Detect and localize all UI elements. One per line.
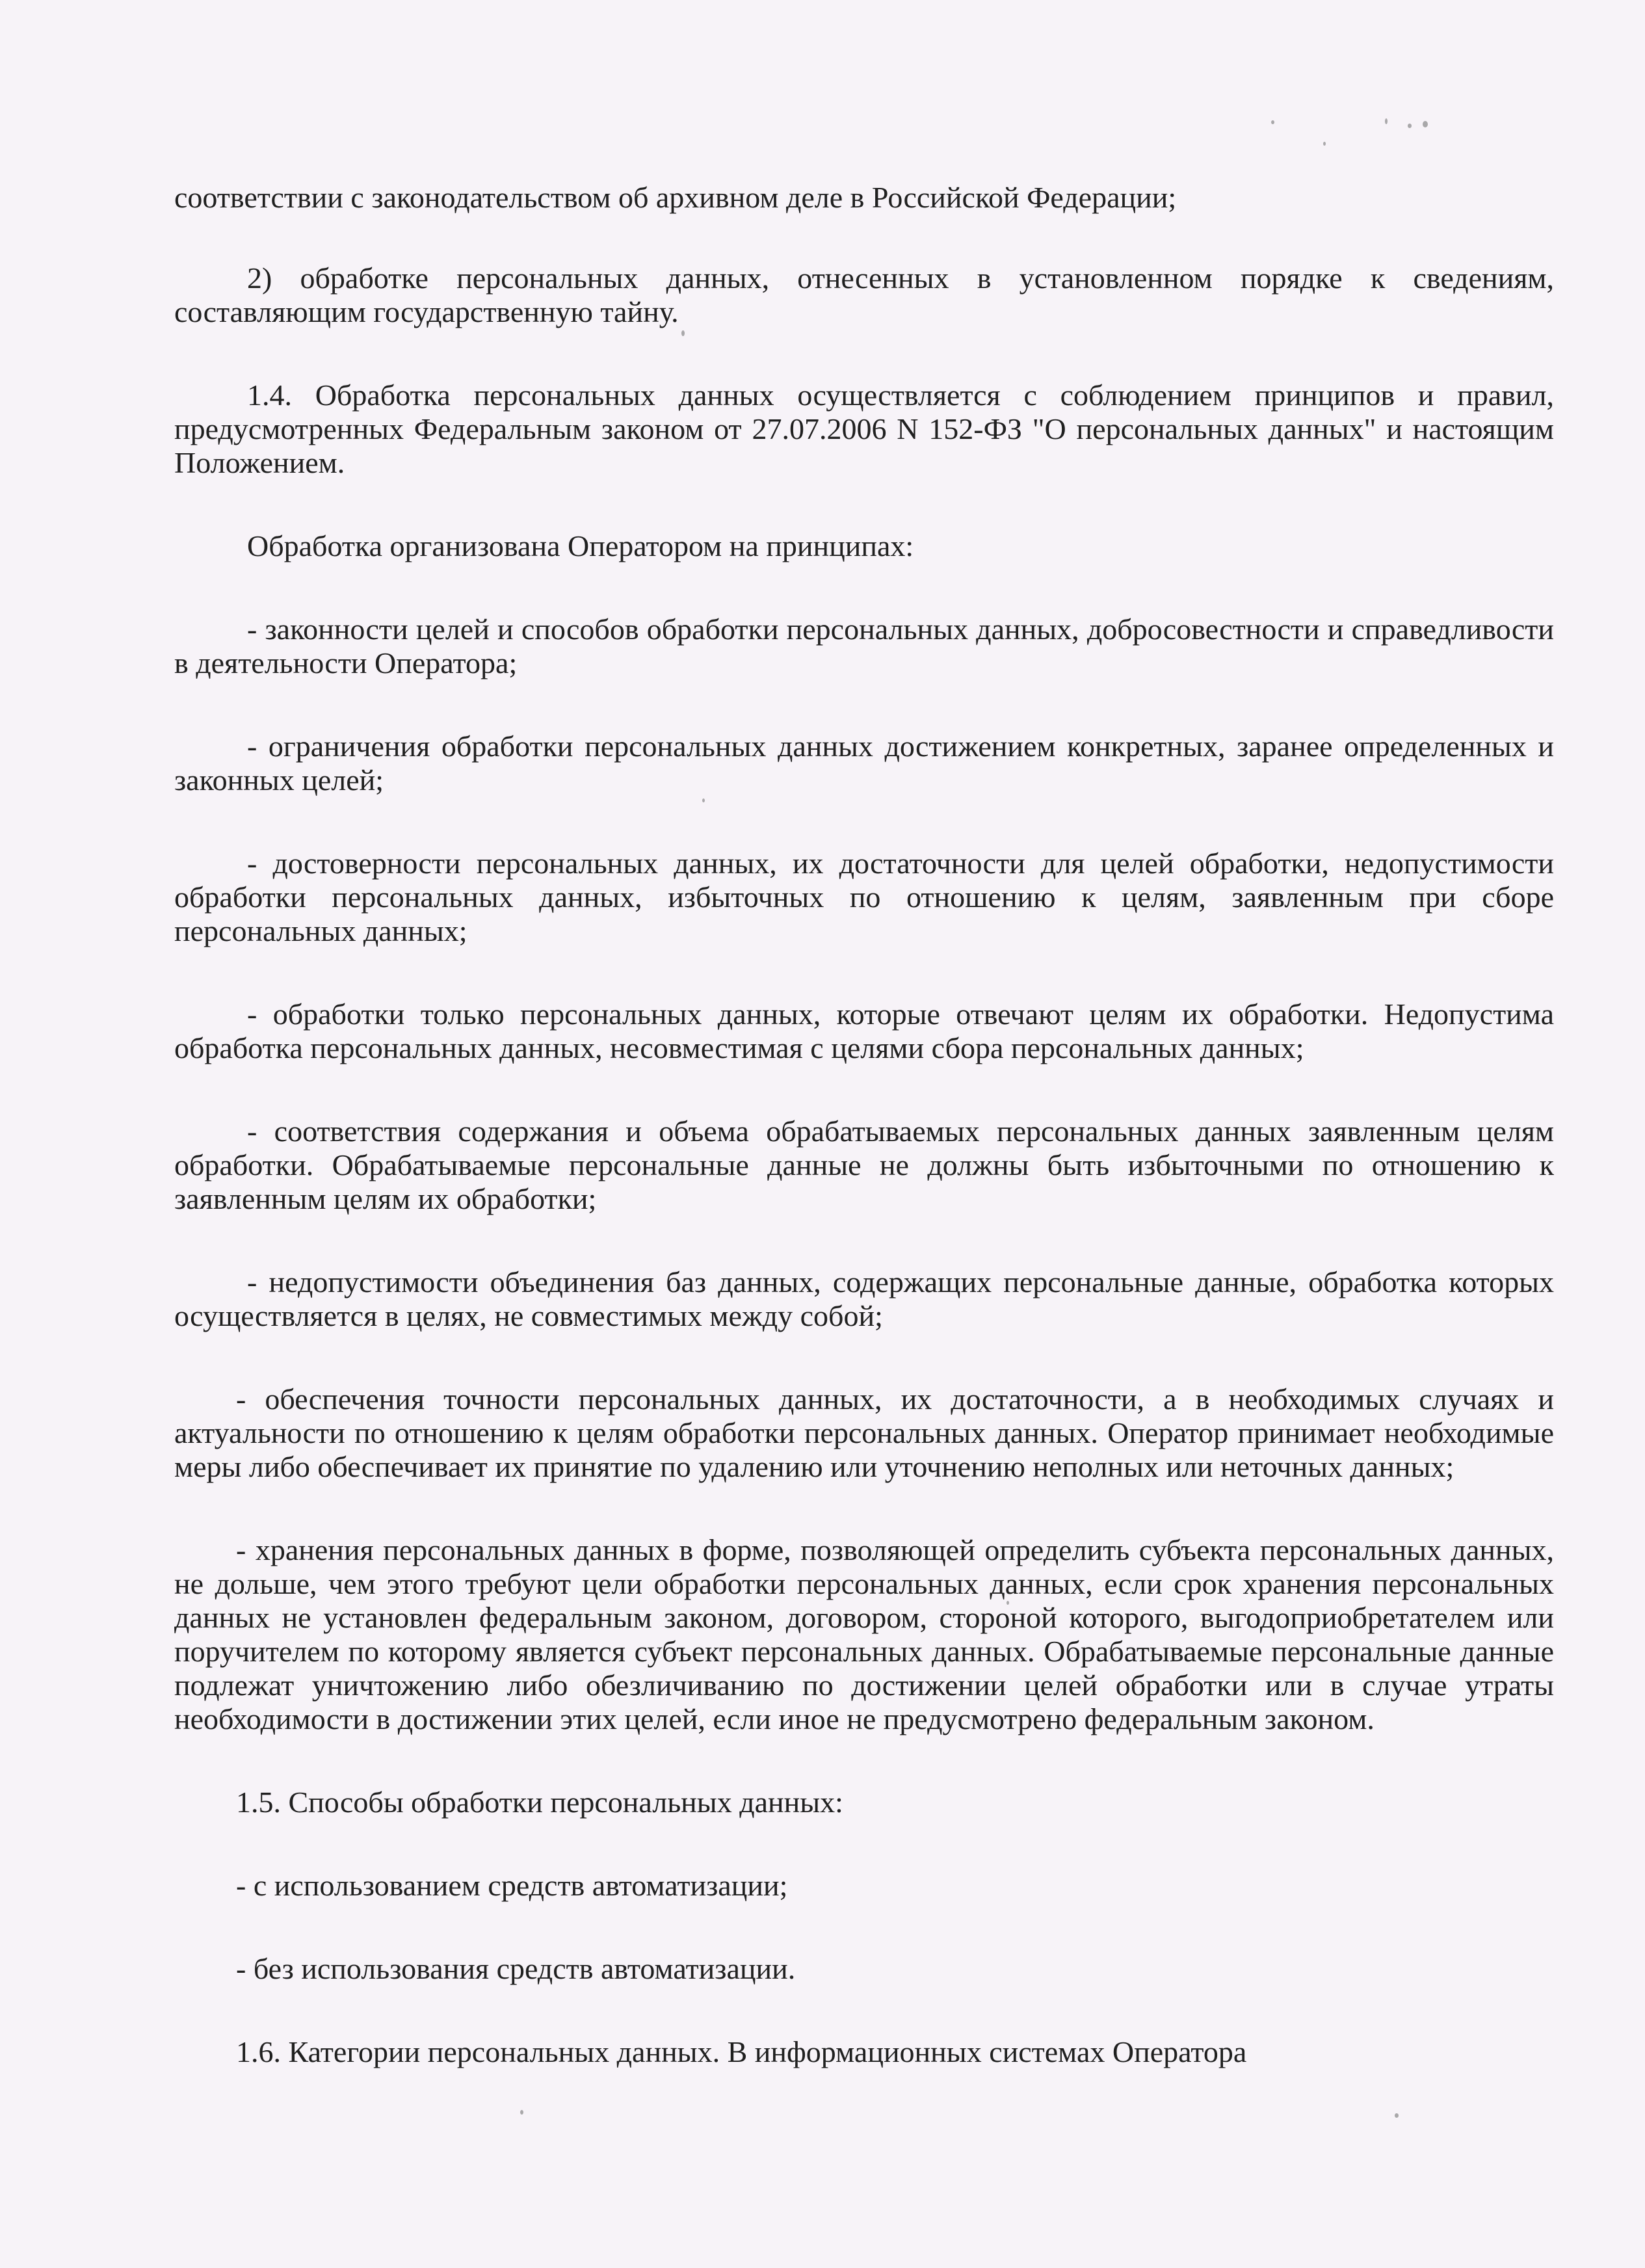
scan-speck [1408, 124, 1412, 128]
scan-speck [1395, 2113, 1399, 2118]
paragraph: - с использованием средств автоматизации; [236, 1869, 788, 1902]
paragraph: - обработки только персональных данных, которые отвечают целям их обработки. Недопустима обработка персональных данных, несовместимая с целями сбора персональных данных; [174, 997, 1554, 1064]
paragraph: - ограничения обработки персональных данных достижением конкретных, заранее определенных и законных целей; [174, 730, 1554, 797]
paragraph: - соответствия содержания и объема обрабатываемых персональных данных заявленным целям обработки. Обрабатываемые персональные данные не должны быть избыточными по отношению к заявленным целям их обработки; [174, 1114, 1554, 1215]
scan-speck [1271, 120, 1274, 124]
paragraph: соответствии с законодательством об архивном деле в Российской Федерации; [174, 181, 1177, 214]
paragraph: - законности целей и способов обработки персональных данных, добросовестности и справедливости в деятельности Оператора; [174, 613, 1554, 679]
paragraph: Обработка организована Оператором на принципах: [247, 529, 914, 562]
paragraph: 1.5. Способы обработки персональных данных: [236, 1786, 843, 1819]
paragraph: - достоверности персональных данных, их достаточности для целей обработки, недопустимости обработки персональных данных, избыточных по отношению к целям, заявленным при сборе персональных данных; [174, 847, 1554, 947]
paragraph: - без использования средств автоматизации. [236, 1952, 796, 1985]
scan-speck [1385, 118, 1388, 124]
paragraph: - обеспечения точности персональных данных, их достаточности, а в необходимых случаях и актуальности по отношению к целям обработки персональных данных. Оператор принимает необходимые меры либо обеспечивает их принятие по удалению или уточнению неполных или неточных данных; [174, 1382, 1554, 1483]
paragraph: - хранения персональных данных в форме, позволяющей определить субъекта персональных данных, не дольше, чем этого требуют цели обработки персональных данных, если срок хранения персональных данных не установлен федеральным законом, договором, стороной которого, выгодоприобретателем или поручителем по которому является субъект персональных данных. Обрабатываемые персональные данные подлежат уничтожению либо обезличиванию по достижении целей обработки или в случае утраты необходимости в достижении этих целей, если иное не предусмотрено федеральным законом. [174, 1533, 1554, 1735]
scan-speck [1423, 121, 1428, 127]
scan-speck [520, 2110, 523, 2115]
paragraph: - недопустимости объединения баз данных, содержащих персональные данные, обработка которых осуществляется в целях, не совместимых между собой; [174, 1265, 1554, 1332]
document-body [174, 181, 1554, 2069]
paragraph: 1.4. Обработка персональных данных осуществляется с соблюдением принципов и правил, предусмотренных Федеральным законом от 27.07.2006 N 152-ФЗ "О персональных данных" и настоящим Положением. [174, 378, 1554, 479]
scan-speck [1323, 142, 1326, 146]
paragraph: 1.6. Категории персональных данных. В информационных системах Оператора [236, 2035, 1247, 2068]
paragraph: 2) обработке персональных данных, отнесенных в установленном порядке к сведениям, составляющим государственную тайну. [174, 261, 1554, 328]
